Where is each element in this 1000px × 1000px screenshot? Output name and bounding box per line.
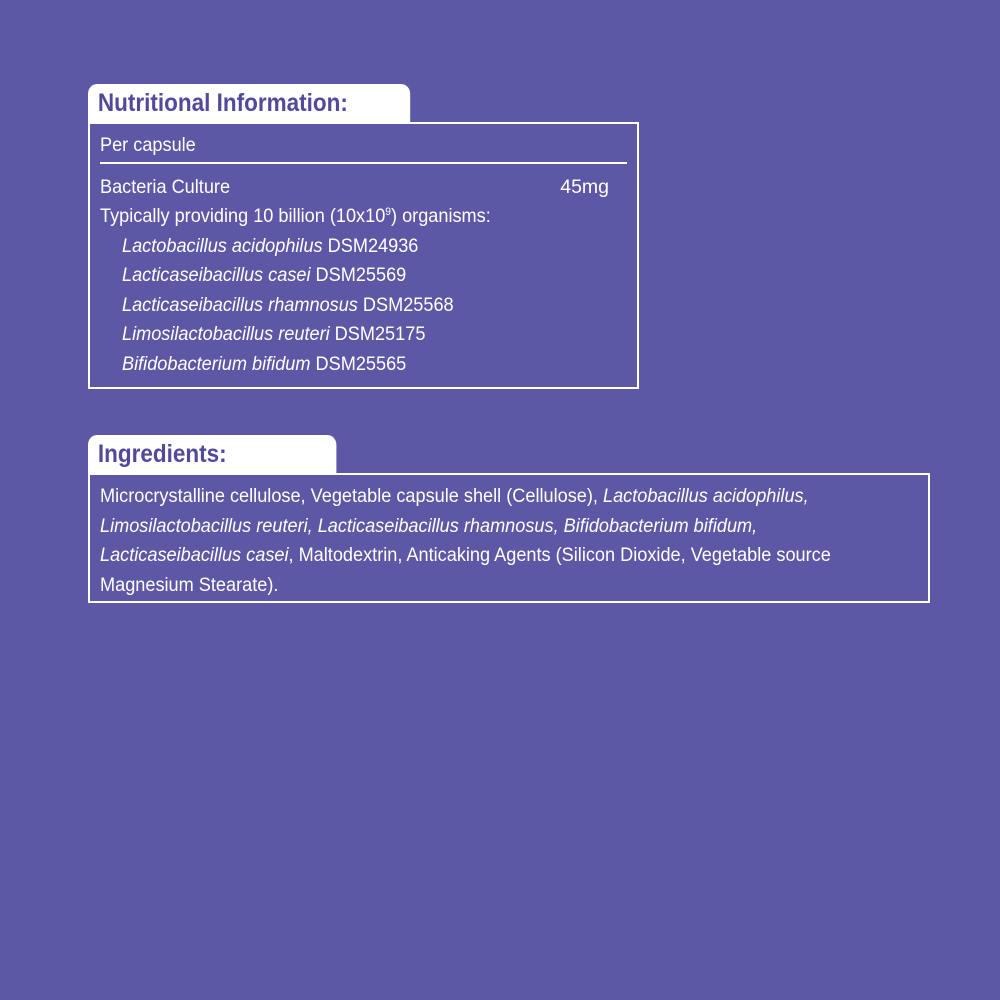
strain-item xyxy=(122,231,418,261)
strain-code: DSM25568 xyxy=(357,294,454,316)
ingredients-panel xyxy=(88,473,930,603)
organisms-statement-exponent: 9 xyxy=(385,206,391,218)
strain-name: Bifidobacterium bifidum xyxy=(122,353,311,375)
organisms-statement xyxy=(100,201,491,231)
strain-item xyxy=(122,260,406,290)
strain-code: DSM25565 xyxy=(310,353,407,375)
strain-code: DSM24936 xyxy=(322,235,419,257)
bacteria-culture-label: Bacteria Culture xyxy=(100,176,231,198)
ingredients-text: Microcrystalline cellulose, Vegetable capsule shell (Cellulose), xyxy=(100,485,603,507)
strain-name: Limosilactobacillus reuteri xyxy=(122,323,330,345)
strain-name: Lactobacillus acidophilus xyxy=(122,235,323,257)
strain-code: DSM25175 xyxy=(329,323,426,345)
strain-item xyxy=(122,349,406,379)
strain-item xyxy=(122,319,425,349)
ingredients-line-3 xyxy=(100,540,831,570)
ingredients-heading: Ingredients: xyxy=(88,435,336,474)
ingredients-line-1 xyxy=(100,481,809,511)
nutritional-information-heading: Nutritional Information: xyxy=(88,84,410,123)
strain-item xyxy=(122,290,454,320)
nutritional-information-panel xyxy=(88,122,639,389)
organisms-statement-prefix: Typically providing 10 billion (10x10 xyxy=(100,205,386,227)
strain-name: Lacticaseibacillus rhamnosus xyxy=(122,294,358,316)
organisms-statement-suffix: ) organisms: xyxy=(390,205,491,227)
bacteria-culture-amount: 45mg xyxy=(560,176,609,198)
ingredients-italic-text: Lactobacillus acidophilus, xyxy=(602,485,809,507)
strain-name: Lacticaseibacillus casei xyxy=(122,264,311,286)
ingredients-text: , Maltodextrin, Anticaking Agents (Silicon Dioxide, Vegetable source xyxy=(288,544,831,566)
per-capsule-label: Per capsule xyxy=(100,134,196,156)
header-divider xyxy=(100,162,627,164)
ingredients-italic-text: Limosilactobacillus reuteri, Lacticaseibacillus rhamnosus, Bifidobacterium bifidum, xyxy=(100,515,758,537)
ingredients-text: Magnesium Stearate). xyxy=(100,574,279,596)
ingredients-italic-text: Lacticaseibacillus casei xyxy=(100,544,289,566)
ingredients-line-4 xyxy=(100,570,278,600)
strain-code: DSM25569 xyxy=(310,264,407,286)
ingredients-line-2 xyxy=(100,511,757,541)
